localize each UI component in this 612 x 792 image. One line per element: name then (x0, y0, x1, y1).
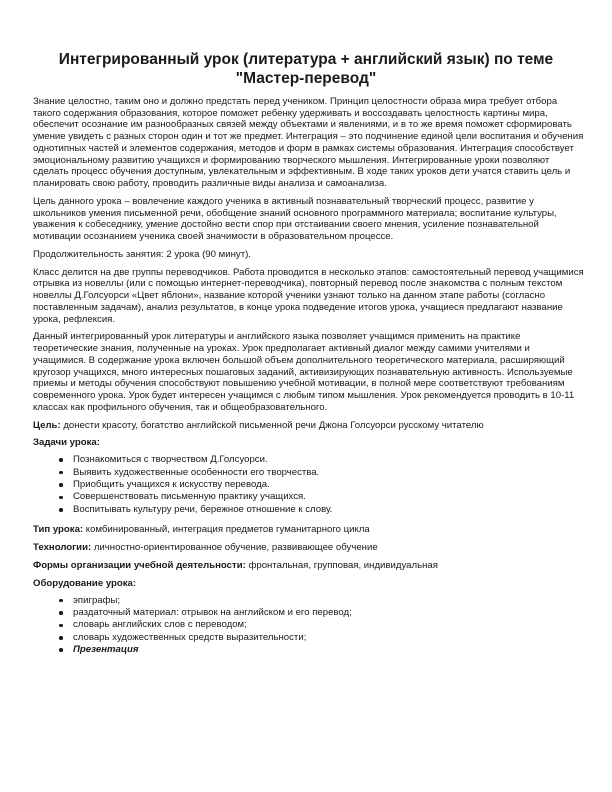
activity-forms-label: Формы организации учебной деятельности: (33, 559, 246, 571)
technologies (33, 542, 585, 554)
activity-forms-text: фронтальная, групповая, индивидуальная (245, 559, 438, 571)
document-body (33, 96, 585, 665)
structure-paragraph: Класс делится на две группы переводчиков. Работа проводится в несколько этапов: самостоятельный перевод учащимися отрывка из новеллы (или с помощью интернет-переводчика), повторный перевод после знакомства с полным текстом новеллы Д.Голсуорси «Цвет яблони», название которой ученики узнают только на данном этапе работы (согласно поставленным задачам), анализ результатов, в конце урока подведение итогов урока, учащиеся предлагают название урока, рефлексия. (33, 266, 584, 325)
activity-forms (33, 560, 585, 572)
list-item: эпиграфы; (33, 595, 585, 607)
lesson-type-text: комбинированный, интеграция предметов гуманитарного цикла (83, 524, 370, 536)
goal-paragraph: Цель данного урока – вовлечение каждого ученика в активный познавательный творческий процесс, развитие у школьников умения письменной речи, обобщение знаний основного программного материала; воспитание культуры, уважения к собеседнику, умение достойно вести спор при отстаивании своего мнения, усиление познавательной мотивации осознанием ученика своей значимости в образовательном процессе. (33, 195, 557, 242)
list-item: раздаточный материал: отрывок на английском и его перевод; (33, 607, 585, 619)
technologies-label: Технологии: (33, 542, 92, 554)
list-item: Совершенствовать письменную практику учащихся. (33, 491, 585, 503)
duration-paragraph: Продолжительность занятия: 2 урока (90 минут). (33, 248, 251, 260)
lesson-type (33, 524, 585, 536)
equipment-list (33, 595, 585, 657)
equipment-heading: Оборудование урока: (33, 577, 137, 589)
tasks-heading: Задачи урока: (33, 437, 100, 449)
list-item: Познакомиться с творчеством Д.Голсуорси. (33, 454, 585, 466)
technologies-text: личностно-ориентированное обучение, развивающее обучение (91, 542, 378, 554)
lesson-goal-text: донести красоту, богатство английской письменной речи Джона Голсуорси русскому читателю (60, 419, 484, 431)
list-item: словарь английских слов с переводом; (33, 619, 585, 631)
tasks-list (33, 454, 585, 516)
list-item: Выявить художественные особенности его творчества. (33, 467, 585, 479)
lesson-type-label: Тип урока: (33, 524, 84, 536)
list-item: словарь художественных средств выразительности; (33, 632, 585, 644)
list-item: Презентация (33, 644, 585, 656)
description-paragraph: Данный интегрированный урок литературы и английского языка позволяет учащимся применить на практике теоретические знания, полученные на уроках. Урок предполагает активный диалог между самими учителями и учащимися. В содержание урока включен большой объем дополнительного теоретического материала, расширяющий кругозор учащихся, много интересных пошаговых заданий, активизирующих познавательную активность. Используемые приемы и методы обучения способствуют повышению учебной мотивации, в полной мере соответствуют требованиям современного урока. Урок будет интересен учащимся с любым типом мышления. Урок рекомендуется проводить в 10-11 классах как профильного обучения, так и общеобразовательного. (33, 331, 575, 413)
list-item: Приобщить учащихся к искусству перевода. (33, 479, 585, 491)
lesson-goal-label: Цель: (33, 419, 61, 431)
lesson-goal (33, 420, 585, 432)
document-title: Интегрированный урок (литература + английский язык) по теме "Мастер-перевод" (58, 51, 554, 87)
intro-paragraph: Знание целостно, таким оно и должно предстать перед учеником. Принцип целостности образа мира требует отбора такого содержания образования, которое поможет ребенку удерживать и воссоздавать целостность картины мира, обеспечит осознание им разнообразных связей между объектами и явлениями, и в то же время поможет сформировать умение увидеть с разных сторон один и тот же предмет. Интеграция – это подчинение единой цели воспитания и обучения однотипных частей и элементов содержания, методов и форм в рамках системы образования. Интеграция способствует эмоциональному развитию учащихся и формированию творческого мышления. Интегрированные уроки позволяют сделать процесс обучения доступным, увлекательным и эффективным. В ходе таких уроков дети учатся ставить цель и планировать свою работу, проводить различные виды анализа и самоанализа. (33, 96, 584, 189)
list-item: Воспитывать культуру речи, бережное отношение к слову. (33, 504, 585, 516)
